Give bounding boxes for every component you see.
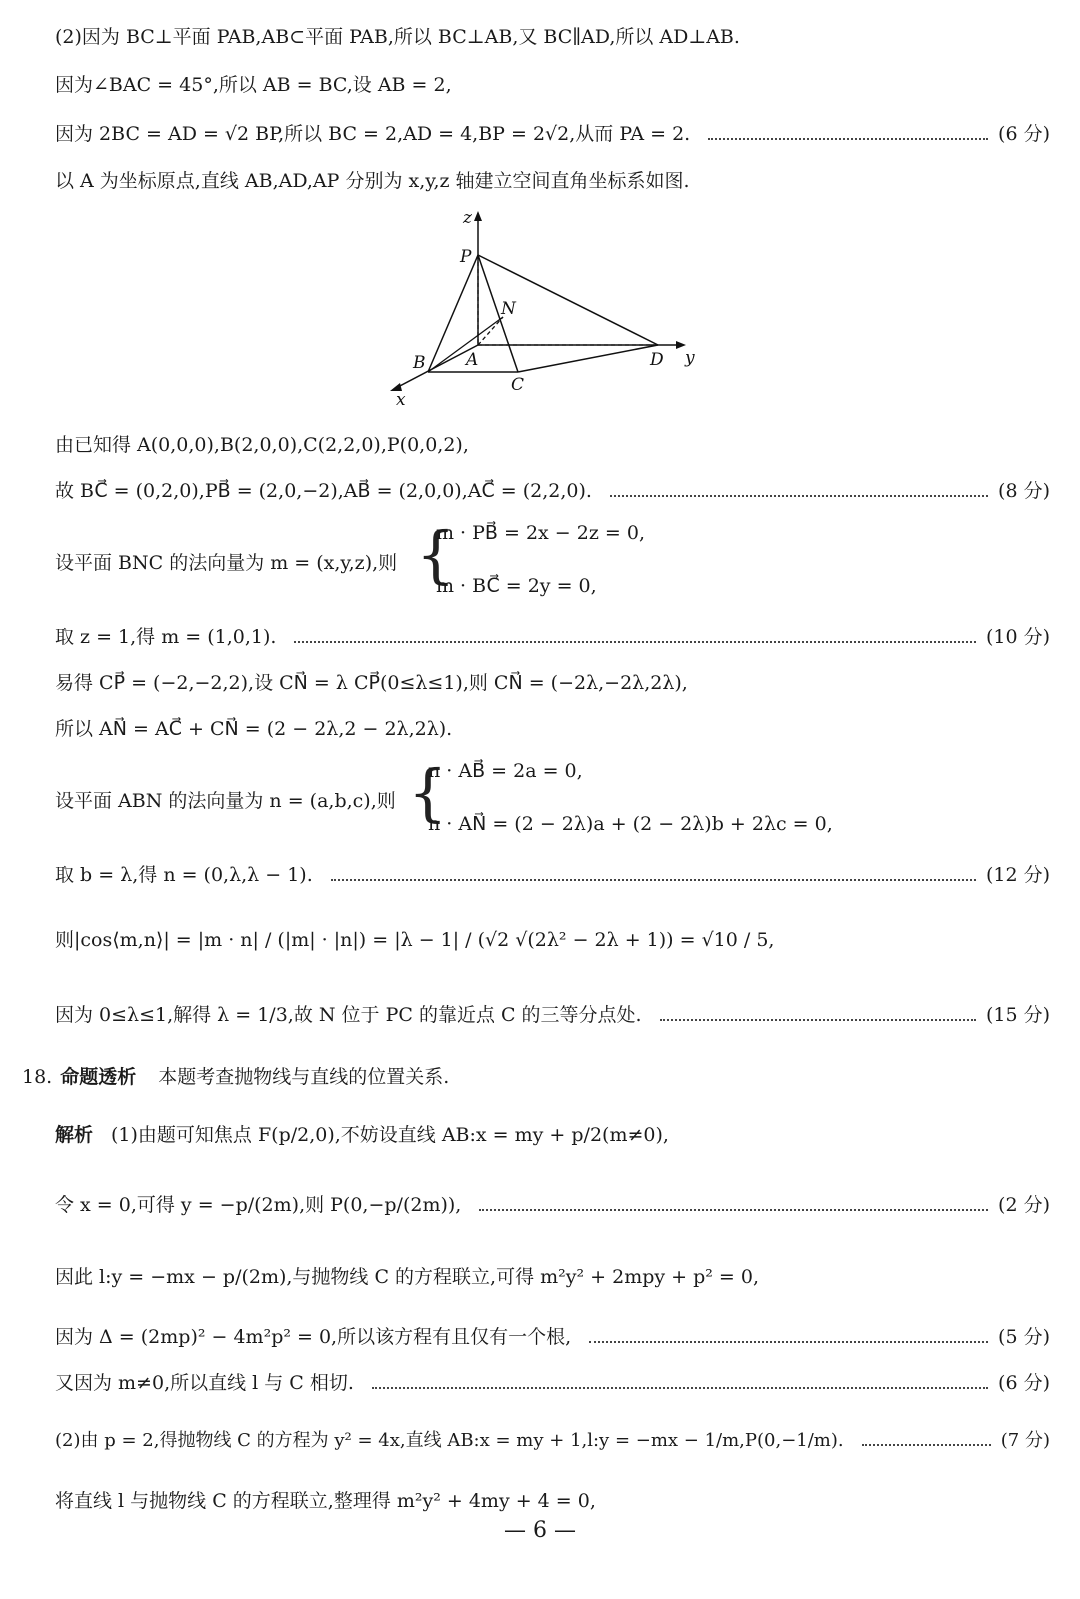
solution-line-scored: 又因为 m≠0,所以直线 l 与 C 相切. (6 分) xyxy=(55,1368,1050,1395)
leader-dots xyxy=(862,1444,991,1446)
system-lead: 设平面 ABN 的法向量为 n = (a,b,c),则 xyxy=(55,790,396,812)
solution-line-scored: (2)由 p = 2,得抛物线 C 的方程为 y² = 4x,直线 AB:x = my + 1,l:y = −mx − 1/m,P(0,−1/m). (7 分) xyxy=(55,1426,1050,1452)
score-badge: (2 分) xyxy=(998,1194,1050,1216)
section-label: 命题透析 xyxy=(60,1066,137,1088)
leader-dots xyxy=(479,1209,988,1211)
leader-dots xyxy=(610,495,988,497)
label-x: x xyxy=(396,390,406,410)
score-badge: (10 分) xyxy=(985,626,1050,648)
label-z: z xyxy=(463,208,472,228)
system-lead: 设平面 BNC 的法向量为 m = (x,y,z),则 xyxy=(55,552,398,574)
edge-CD xyxy=(518,345,658,372)
question-header: 18. 命题透析 本题考查抛物线与直线的位置关系. xyxy=(22,1062,1050,1089)
coordinate-figure xyxy=(380,205,710,410)
system-equation: m · BC⃗ = 2y = 0, xyxy=(436,575,597,597)
solution-line: 将直线 l 与抛物线 C 的方程联立,整理得 m²y² + 4my + 4 = 0, xyxy=(55,1490,596,1512)
score-badge: (7 分) xyxy=(1000,1430,1050,1451)
label-y: y xyxy=(685,348,695,368)
solution-line: 以 A 为坐标原点,直线 AB,AD,AP 分别为 x,y,z 轴建立空间直角坐标系如图. xyxy=(55,170,690,192)
section-label: 解析 xyxy=(55,1124,94,1146)
solution-line: 则|cos⟨m,n⟩| = |m · n| / (|m| · |n|) = |λ − 1| / (√2 √(2λ² − 2λ + 1)) = √10 / 5, xyxy=(55,929,775,951)
edge-AN xyxy=(478,317,503,345)
score-badge: (8 分) xyxy=(998,480,1050,502)
system-equation: n · AN⃗ = (2 − 2λ)a + (2 − 2λ)b + 2λc = 0, xyxy=(428,813,833,835)
leader-dots xyxy=(331,879,976,881)
solution-line: 所以 AN⃗ = AC⃗ + CN⃗ = (2 − 2λ,2 − 2λ,2λ). xyxy=(55,718,453,740)
solution-line-scored: 因为 Δ = (2mp)² − 4m²p² = 0,所以该方程有且仅有一个根, (5 分) xyxy=(55,1322,1050,1349)
score-badge: (15 分) xyxy=(985,1004,1050,1026)
page-number: — 6 — xyxy=(504,1518,576,1543)
leader-dots xyxy=(708,138,988,140)
system-equation: m · PB⃗ = 2x − 2z = 0, xyxy=(436,522,645,544)
solution-line: 因此 l:y = −mx − p/(2m),与抛物线 C 的方程联立,可得 m²y² + 2mpy + p² = 0, xyxy=(55,1266,760,1288)
leader-dots xyxy=(372,1387,988,1389)
solution-line: 因为∠BAC = 45°,所以 AB = BC,设 AB = 2, xyxy=(55,74,452,96)
solution-line: 由已知得 A(0,0,0),B(2,0,0),C(2,2,0),P(0,0,2), xyxy=(55,434,469,456)
brace-symbol: { xyxy=(416,518,456,591)
solution-line-scored: 因为 0≤λ≤1,解得 λ = 1/3,故 N 位于 PC 的靠近点 C 的三等分点处. (15 分) xyxy=(55,1000,1050,1027)
label-N: N xyxy=(501,299,516,319)
leader-dots xyxy=(589,1341,988,1343)
label-D: D xyxy=(650,350,664,370)
solution-line-scored: 取 b = λ,得 n = (0,λ,λ − 1). (12 分) xyxy=(55,860,1050,887)
brace-symbol: { xyxy=(408,756,448,829)
leader-dots xyxy=(294,641,976,643)
solution-line-scored: 故 BC⃗ = (0,2,0),PB⃗ = (2,0,−2),AB⃗ = (2,0,0),AC⃗ = (2,2,0). (8 分) xyxy=(55,476,1050,503)
solution-line-scored: 取 z = 1,得 m = (1,0,1). (10 分) xyxy=(55,622,1050,649)
score-badge: (6 分) xyxy=(998,123,1050,145)
solution-line-scored: 令 x = 0,可得 y = −p/(2m),则 P(0,−p/(2m)), (2 分) xyxy=(55,1190,1050,1217)
solution-line: 解析 (1)由题可知焦点 F(p/2,0),不妨设直线 AB:x = my + p/2(m≠0), xyxy=(55,1120,1050,1147)
solution-line: (2)因为 BC⊥平面 PAB,AB⊂平面 PAB,所以 BC⊥AB,又 BC∥AD,所以 AD⊥AB. xyxy=(55,26,740,48)
score-badge: (6 分) xyxy=(998,1372,1050,1394)
system-equation: n · AB⃗ = 2a = 0, xyxy=(428,760,583,782)
leader-dots xyxy=(660,1019,976,1021)
score-badge: (5 分) xyxy=(998,1326,1050,1348)
solution-line: 易得 CP⃗ = (−2,−2,2),设 CN⃗ = λ CP⃗(0≤λ≤1),则 CN⃗ = (−2λ,−2λ,2λ), xyxy=(55,672,688,694)
label-P: P xyxy=(460,247,472,267)
label-C: C xyxy=(511,375,525,395)
z-axis-arrow xyxy=(474,211,482,221)
label-A: A xyxy=(466,350,479,370)
score-badge: (12 分) xyxy=(985,864,1050,886)
label-B: B xyxy=(413,353,426,373)
solution-line-scored: 因为 2BC = AD = √2 BP,所以 BC = 2,AD = 4,BP = 2√2,从而 PA = 2. (6 分) xyxy=(55,119,1050,146)
